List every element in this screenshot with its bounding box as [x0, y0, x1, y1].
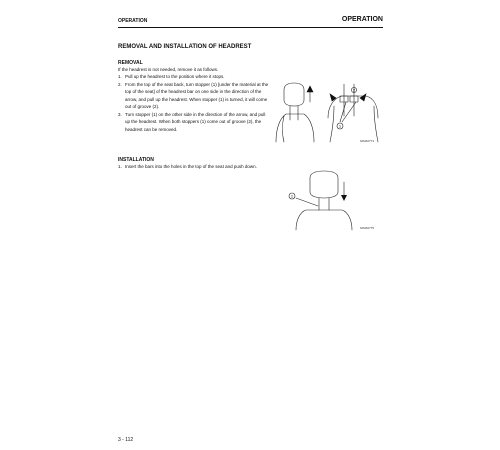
header-rule	[118, 27, 383, 28]
leader-line	[340, 102, 346, 122]
step-text: Pull up the headrest to the position where it stops.	[125, 74, 225, 79]
removal-intro: If the headrest is not needed, remove it as follows.	[118, 67, 219, 72]
seat-back-seam	[283, 116, 285, 142]
up-arrow-icon	[307, 86, 313, 92]
installation-step	[118, 163, 270, 171]
figure-id: 9JM40775	[360, 226, 375, 230]
removal-step	[118, 81, 270, 111]
removal-figure	[270, 76, 380, 146]
callout-label: 2	[352, 87, 356, 93]
leader-line	[296, 198, 318, 206]
step-number: 1.	[118, 74, 122, 79]
down-arrow-icon	[341, 195, 347, 201]
installation-figure	[270, 168, 380, 233]
removal-heading: REMOVAL	[118, 60, 143, 66]
figure-id: 9JM40774	[360, 139, 375, 143]
step-number: 1.	[118, 164, 122, 169]
section-title: REMOVAL AND INSTALLATION OF HEADREST	[118, 44, 252, 50]
headrest-outline	[310, 171, 338, 198]
detail-seam	[330, 106, 334, 142]
step-text: Insert the bars into the holes in the top of the seat and push down.	[125, 164, 257, 169]
running-header-right: OPERATION	[341, 16, 383, 23]
removal-step	[118, 111, 270, 134]
headrest-outline	[284, 83, 304, 106]
callout-label: 1	[338, 123, 342, 129]
detail-seat-top	[328, 96, 378, 118]
step-number: 3.	[118, 111, 122, 117]
seat-back-outline	[276, 114, 314, 142]
step-text: From the top of the seat back, turn stopper (1) [under the material at the top of the seat] of the headrest bar on one side in the direction of the arrow, and pull up the headrest. When stopper (1) is turned, it will come out of groove (2).	[125, 81, 269, 109]
installation-heading: INSTALLATION	[118, 157, 154, 163]
callout-label: 1	[290, 193, 294, 199]
step-number: 2.	[118, 81, 122, 87]
step-text: Turn stopper (1) on the other side in the direction of the arrow, and pull up the headrest. When both stoppers (1) come out of groove (2), the headrest can be removed.	[125, 111, 266, 132]
page-number: 3 - 112	[118, 437, 134, 443]
installation-steps	[118, 163, 270, 171]
removal-steps	[118, 73, 270, 133]
removal-step	[118, 73, 270, 81]
seat-back-outline	[296, 210, 352, 230]
running-header-left: OPERATION	[118, 18, 148, 24]
rotate-arrow-icon	[360, 94, 366, 101]
